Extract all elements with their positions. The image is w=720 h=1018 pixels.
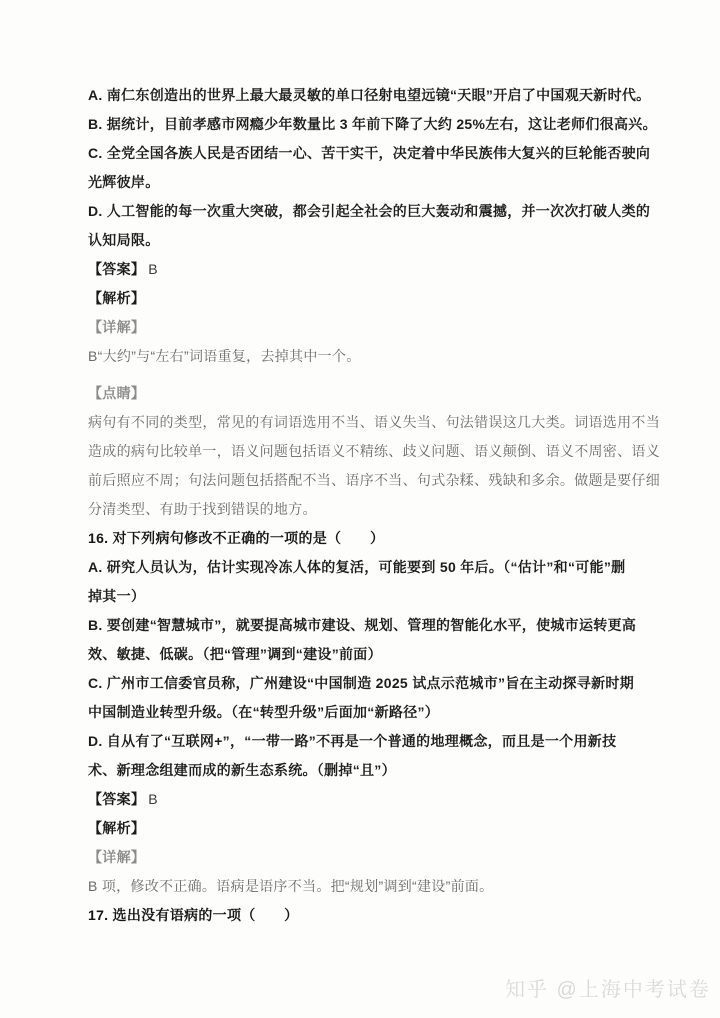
answer-value: B <box>148 791 158 807</box>
q15-option-d-cont: 认知局限。 <box>88 232 160 248</box>
answer-label: 【答案】 <box>88 791 146 807</box>
q16-answer-line <box>88 785 628 814</box>
q16-option-c: C. 广州市工信委官员称，广州建设“中国制造 2025 试点示范城市”旨在主动探寻新时期 <box>88 675 635 691</box>
q15-tip-label: 【点睛】 <box>88 385 146 401</box>
answer-value: B <box>148 261 158 277</box>
zhihu-watermark: 知乎 @上海中考试卷 <box>505 979 711 1001</box>
q15-tip-text-3: 前后照应不周；句法问题包括搭配不当、语序不当、句式杂糅、残缺和多余。做题是要仔细 <box>88 472 660 488</box>
q16-option-d: D. 自从有了“互联网+”，“一带一路”不再是一个普通的地理概念，而且是一个用新技 <box>88 733 617 749</box>
q16-option-b: B. 要创建“智慧城市”，就要提高城市建设、规划、管理的智能化水平，使城市运转更高 <box>88 617 637 633</box>
q16-detail-label: 【详解】 <box>88 849 146 865</box>
q16-option-a-cont: 掉其一） <box>88 588 146 604</box>
q16-option-d-cont: 术、新理念组建而成的新生态系统。（删掉“且”） <box>88 762 396 778</box>
q16-analysis-label: 【解析】 <box>88 820 146 836</box>
q15-answer-line <box>88 255 628 284</box>
question-16-stem: 16. 对下列病句修改不正确的一项的是（ ） <box>88 530 385 546</box>
q15-option-b: B. 据统计，目前孝感市网瘾少年数量比 3 年前下降了大约 25%左右，这让老师们很高兴。 <box>88 116 657 132</box>
q15-analysis-label: 【解析】 <box>88 290 146 306</box>
answer-label: 【答案】 <box>88 261 146 277</box>
q15-option-a: A. 南仁东创造出的世界上最大最灵敏的单口径射电望远镜“天眼”开启了中国观天新时代。 <box>88 87 651 103</box>
q15-tip-text-4: 分清类型、有助于找到错误的地方。 <box>88 501 317 517</box>
q15-detail-text: B“大约”与“左右”词语重复，去掉其中一个。 <box>88 348 361 364</box>
q16-detail-text: B 项，修改不正确。语病是语序不当。把“规划”调到“建设”前面。 <box>88 878 494 894</box>
q15-tip-text-2: 造成的病句比较单一，语义问题包括语义不精练、歧义问题、语义颠倒、语义不周密、语义 <box>88 443 660 459</box>
q16-option-a: A. 研究人员认为，估计实现冷冻人体的复活，可能要到 50 年后。（“估计”和“可能”删 <box>88 559 626 575</box>
q16-option-b-cont: 效、敏捷、低碳。（把“管理”调到“建设”前面） <box>88 646 382 662</box>
q15-option-d: D. 人工智能的每一次重大突破，都会引起全社会的巨大轰动和震撼，并一次次打破人类的 <box>88 203 651 219</box>
q15-option-c: C. 全党全国各族人民是否团结一心、苦干实干，决定着中华民族伟大复兴的巨轮能否驶向 <box>88 145 651 161</box>
q15-detail-label: 【详解】 <box>88 319 146 335</box>
q16-option-c-cont: 中国制造业转型升级。（在“转型升级”后面加“新路径”） <box>88 704 440 720</box>
q15-tip-text-1: 病句有不同的类型，常见的有词语选用不当、语义失当、句法错误这几大类。词语选用不当 <box>88 414 660 430</box>
question-17-stem: 17. 选出没有语病的一项（ ） <box>88 907 299 923</box>
document-content <box>88 81 660 930</box>
q15-option-c-cont: 光辉彼岸。 <box>88 174 160 190</box>
